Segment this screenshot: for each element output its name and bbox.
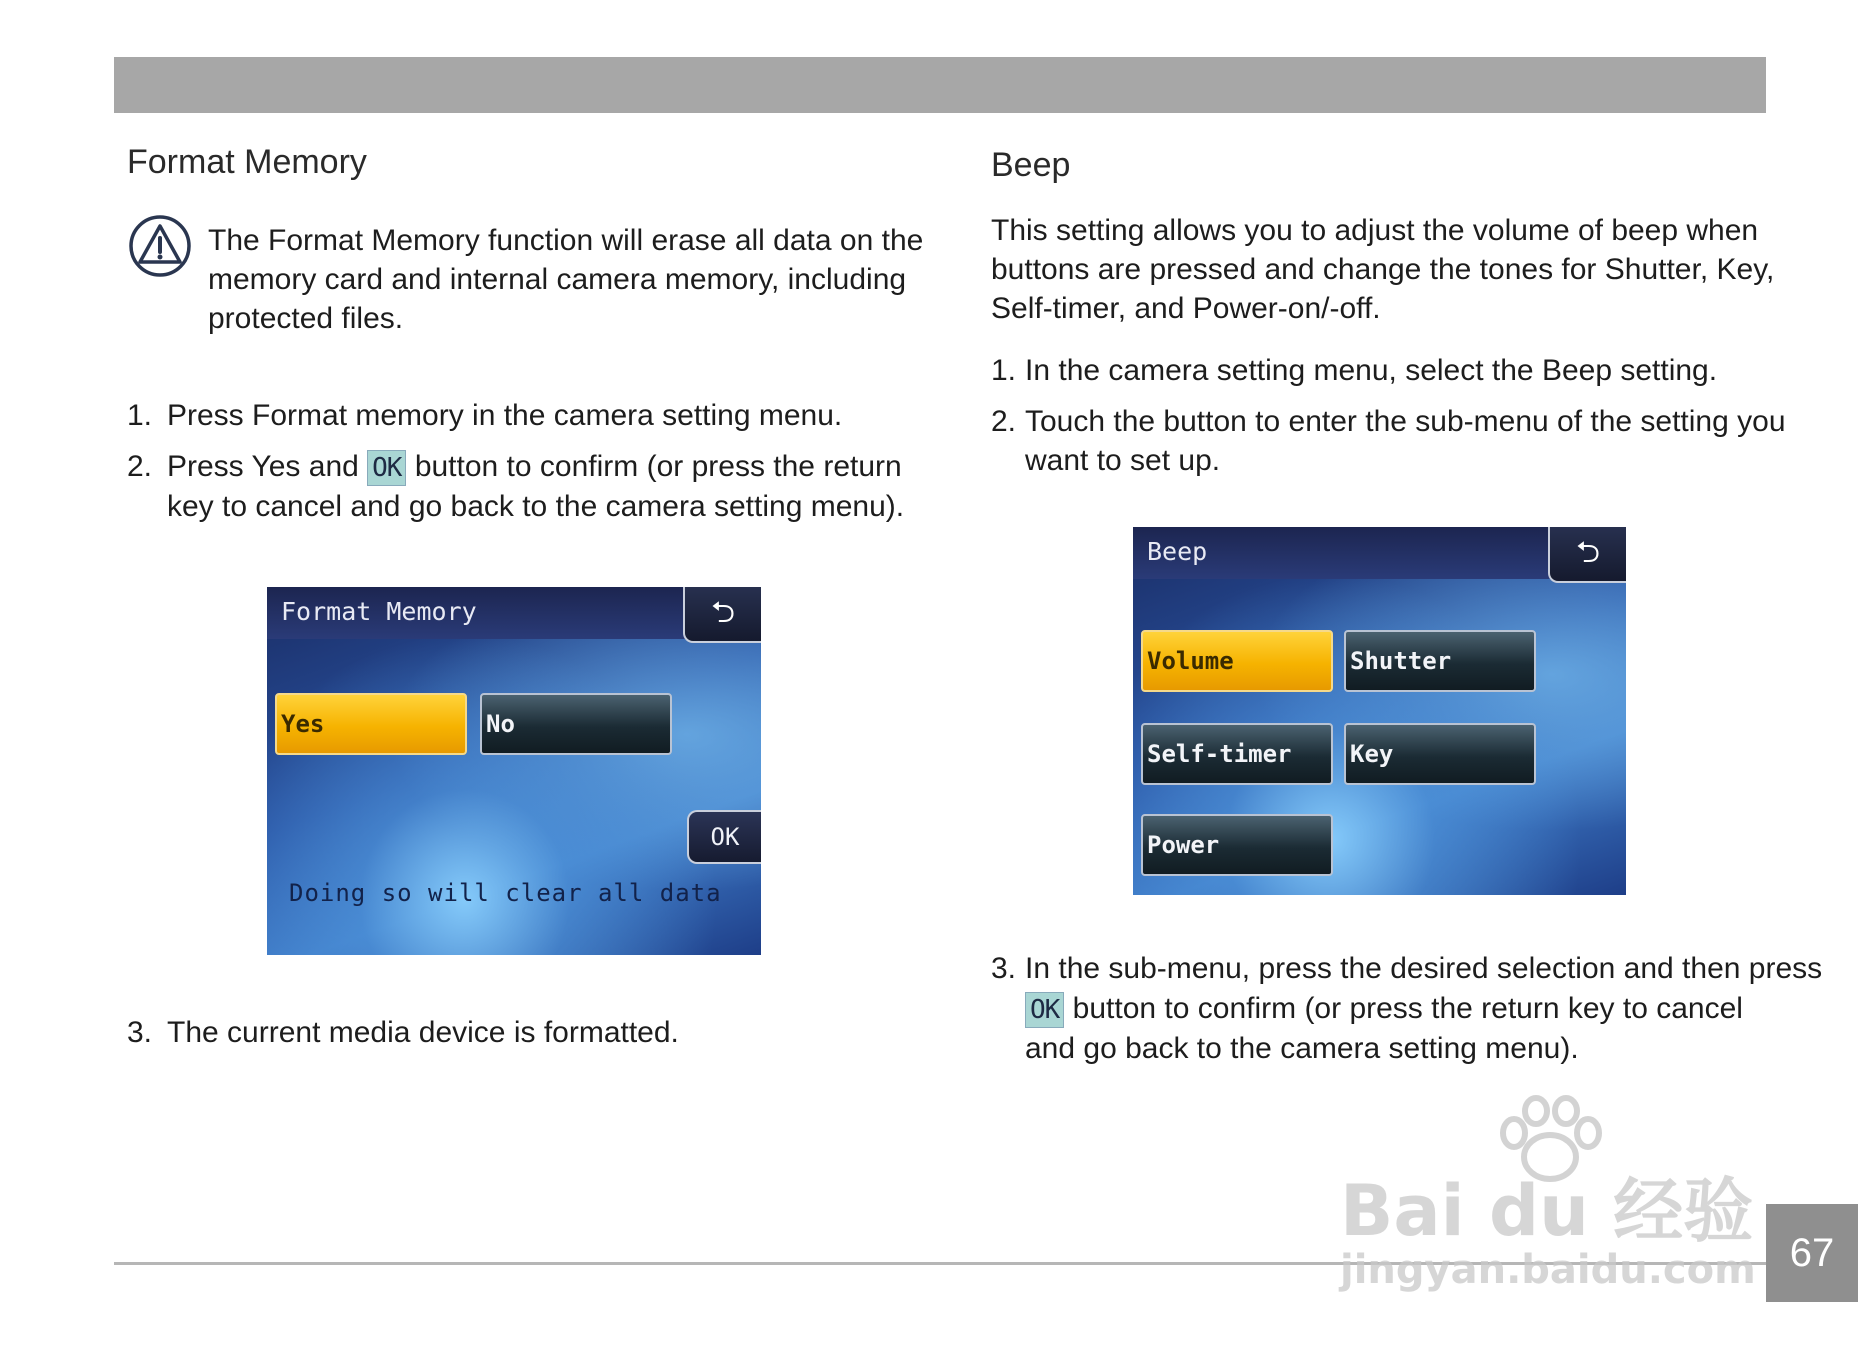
shutter-button[interactable]: Shutter	[1344, 630, 1536, 692]
ok-button[interactable]: OK	[687, 810, 761, 864]
ok-button-icon: OK	[1025, 992, 1064, 1028]
step-number: 2.	[127, 450, 153, 483]
beep-intro-line-2: buttons are pressed and change the tones for Shutter, Key,	[991, 253, 1775, 286]
step-text: Touch the button to enter the sub-menu of the setting you	[1025, 405, 1786, 438]
screen-title: Format Memory	[281, 597, 477, 626]
step-number: 2.	[991, 405, 1017, 438]
watermark-url: jingyan.baidu.com	[1340, 1247, 1756, 1293]
paw-icon	[1490, 1095, 1610, 1185]
watermark-logo-text: Bai du 经验	[1340, 1170, 1754, 1252]
yes-button[interactable]: Yes	[275, 693, 467, 755]
return-button[interactable]	[1548, 527, 1626, 583]
left-step-1	[127, 396, 927, 436]
header-bar	[114, 57, 1766, 113]
format-memory-title: Format Memory	[127, 143, 367, 181]
beep-intro-line-1: This setting allows you to adjust the volume of beep when	[991, 214, 1759, 247]
step-text: The current media device is formatted.	[167, 1016, 679, 1049]
step-number: 1.	[127, 399, 153, 432]
right-step-2	[991, 402, 1791, 482]
left-step-3	[127, 1013, 927, 1053]
step-text-pre: Press Yes and	[167, 450, 359, 483]
step-text-line-2: key to cancel and go back to the camera setting menu).	[167, 490, 905, 523]
warning-line-2: memory card and internal camera memory, including	[208, 263, 907, 296]
self-timer-button[interactable]: Self-timer	[1141, 723, 1333, 785]
right-step-1	[991, 351, 1791, 391]
warning-line-1: The Format Memory function will erase all data on the	[208, 224, 924, 257]
step-text	[167, 447, 902, 486]
beep-title: Beep	[991, 146, 1071, 184]
baidu-watermark	[1340, 1095, 1780, 1295]
warning-icon	[128, 214, 192, 278]
return-icon: ⮌	[1575, 536, 1601, 569]
step-number: 1.	[991, 354, 1017, 387]
step-text-line-2: want to set up.	[1025, 444, 1221, 477]
left-step-2	[127, 447, 927, 527]
warning-line-3: protected files.	[208, 302, 404, 335]
step-text-line-2	[1025, 989, 1743, 1028]
return-icon: ⮌	[710, 596, 736, 629]
page-number: 67	[1766, 1204, 1858, 1302]
step-text-line-3: and go back to the camera setting menu).	[1025, 1032, 1579, 1065]
step-text: Press Format memory in the camera setting menu.	[167, 399, 843, 432]
format-memory-screen	[267, 587, 761, 955]
no-button[interactable]: No	[480, 693, 672, 755]
screen-note: Doing so will clear all data	[289, 879, 722, 907]
footer-rule	[114, 1262, 1766, 1265]
step-number: 3.	[127, 1016, 153, 1049]
beep-screen	[1133, 527, 1626, 895]
return-button[interactable]	[683, 587, 761, 643]
step-number: 3.	[991, 952, 1017, 985]
screen-title: Beep	[1147, 537, 1208, 566]
step-text-post: button to confirm (or press the return	[414, 450, 902, 483]
right-step-3	[991, 949, 1823, 1069]
power-button[interactable]: Power	[1141, 814, 1333, 876]
step-text-post: button to confirm (or press the return key to cancel	[1072, 992, 1743, 1025]
volume-button[interactable]: Volume	[1141, 630, 1333, 692]
step-text: In the camera setting menu, select the Beep setting.	[1025, 354, 1718, 387]
step-text: In the sub-menu, press the desired selection and then press	[1025, 952, 1823, 985]
beep-intro-line-3: Self-timer, and Power-on/-off.	[991, 292, 1381, 325]
ok-button-icon: OK	[367, 450, 406, 486]
key-button[interactable]: Key	[1344, 723, 1536, 785]
